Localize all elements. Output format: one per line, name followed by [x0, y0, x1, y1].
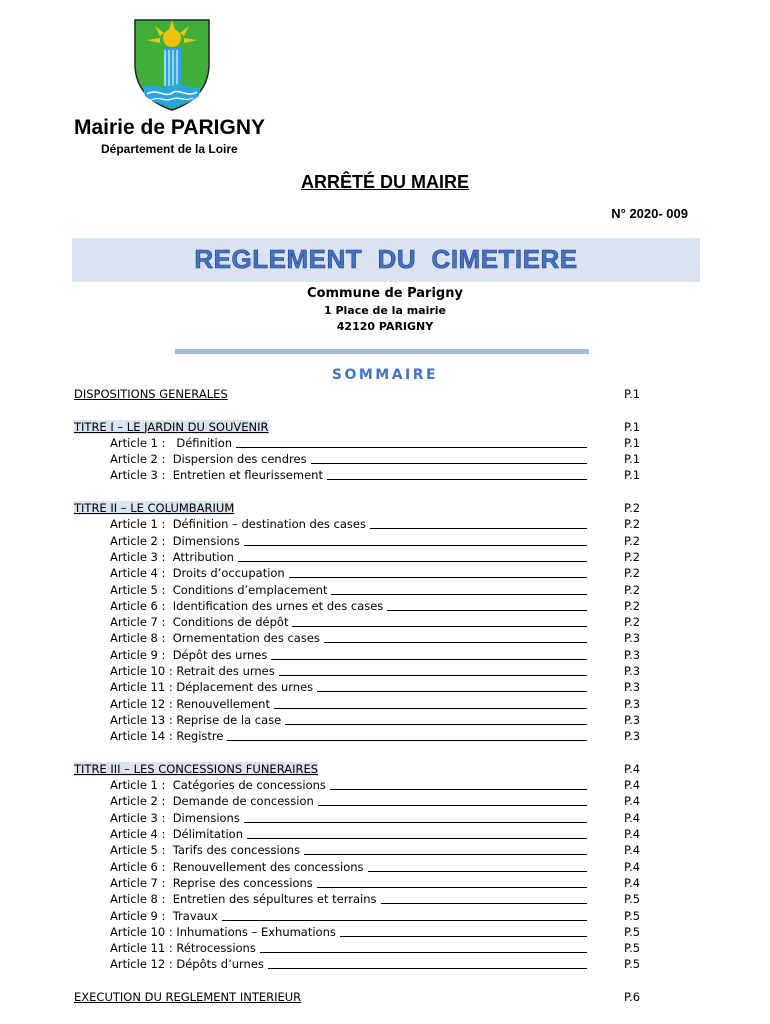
toc-article-label: Article 4 : Droits d’occupation — [110, 566, 285, 581]
toc-article-label: Article 11 : Rétrocessions — [110, 941, 256, 956]
toc-section[interactable] — [74, 761, 644, 777]
toc-page-number: P.4 — [624, 875, 641, 890]
toc-article[interactable] — [74, 614, 644, 630]
toc-article-label: Article 12 : Renouvellement — [110, 696, 270, 711]
toc-article[interactable] — [74, 842, 644, 858]
toc-article[interactable] — [74, 696, 644, 712]
toc-leader-line — [340, 924, 587, 937]
toc-article-label: Article 3 : Entretien et fleurissement — [110, 468, 323, 483]
toc-leader-line — [227, 728, 587, 741]
sommaire-heading: SOMMAIRE — [331, 367, 439, 383]
toc-leader-line — [317, 875, 587, 888]
toc-article[interactable] — [74, 663, 644, 679]
toc-article-label: Article 9 : Travaux — [110, 908, 218, 923]
toc-article[interactable] — [74, 565, 644, 581]
toc-article-label: Article 14 : Registre — [110, 729, 224, 744]
toc-article-label: Article 1 : Définition – destination des cases — [110, 517, 366, 532]
toc-leader-line — [318, 793, 587, 806]
commune-name: Commune de Parigny — [307, 286, 463, 301]
toc-leader-line — [238, 549, 587, 562]
document-title: REGLEMENT DU CIMETIERE — [194, 244, 578, 274]
toc-article[interactable] — [74, 435, 644, 451]
toc-article[interactable] — [74, 956, 644, 972]
toc-article-label: Article 6 : Identification des urnes et des cases — [110, 598, 384, 613]
toc-leader-line — [268, 956, 587, 969]
toc-article[interactable] — [74, 451, 644, 467]
divider — [175, 349, 589, 354]
toc-leader-line — [274, 696, 587, 709]
arrete-number: N° 2020- 009 — [611, 206, 688, 221]
mairie-name: Mairie de PARIGNY — [74, 116, 265, 139]
toc-page-number: P.4 — [624, 843, 641, 858]
toc-article[interactable] — [74, 467, 644, 483]
toc-leader-line — [331, 582, 587, 595]
toc-article[interactable] — [74, 777, 644, 793]
toc-leader-line — [317, 679, 587, 692]
toc-page-number: P.2 — [624, 517, 641, 532]
toc-page-number: P.3 — [624, 647, 641, 662]
toc-section-title: EXECUTION DU REGLEMENT INTERIEUR — [74, 989, 302, 1004]
toc-section[interactable] — [74, 386, 644, 402]
toc-page-number: P.4 — [624, 778, 641, 793]
toc-article[interactable] — [74, 891, 644, 907]
toc-page-number: P.3 — [624, 729, 641, 744]
toc-section-title: TITRE I – LE JARDIN DU SOUVENIR — [74, 419, 269, 434]
toc-article-label: Article 8 : Ornementation des cases — [110, 631, 320, 646]
toc-page-number: P.2 — [624, 501, 641, 516]
toc-article-label: Article 13 : Reprise de la case — [110, 712, 282, 727]
toc-article[interactable] — [74, 793, 644, 809]
toc-article[interactable] — [74, 679, 644, 695]
toc-page-number: P.4 — [624, 810, 641, 825]
toc-leader-line — [311, 451, 587, 464]
arrete-heading: ARRÊTÉ DU MAIRE — [300, 172, 469, 192]
toc-spacer — [74, 745, 644, 761]
address-street: 1 Place de la mairie — [323, 304, 447, 317]
toc-page-number: P.1 — [624, 468, 641, 483]
toc-page-number: P.5 — [624, 908, 641, 923]
toc-article[interactable] — [74, 908, 644, 924]
toc-article-label: Article 1 : Définition — [110, 435, 233, 450]
toc-page-number: P.4 — [624, 859, 641, 874]
table-of-contents — [74, 386, 644, 1005]
toc-leader-line — [304, 842, 587, 855]
toc-page-number: P.1 — [624, 435, 641, 450]
toc-article-label: Article 3 : Attribution — [110, 549, 234, 564]
toc-leader-line — [292, 614, 587, 627]
toc-article[interactable] — [74, 516, 644, 532]
toc-article-label: Article 12 : Dépôts d’urnes — [110, 957, 264, 972]
toc-leader-line — [279, 663, 587, 676]
toc-page-number: P.5 — [624, 941, 641, 956]
toc-section-title: TITRE II – LE COLUMBARIUM — [74, 501, 235, 516]
toc-page-number: P.4 — [624, 827, 641, 842]
toc-article-label: Article 10 : Retrait des urnes — [110, 664, 275, 679]
toc-article[interactable] — [74, 940, 644, 956]
toc-page-number: P.3 — [624, 631, 641, 646]
toc-section[interactable] — [74, 500, 644, 516]
toc-leader-line — [387, 598, 587, 611]
toc-article[interactable] — [74, 826, 644, 842]
toc-leader-line — [324, 630, 587, 643]
toc-section-title: TITRE III – LES CONCESSIONS FUNERAIRES — [74, 761, 319, 776]
toc-article[interactable] — [74, 598, 644, 614]
toc-article-label: Article 10 : Inhumations – Exhumations — [110, 924, 336, 939]
toc-article[interactable] — [74, 630, 644, 646]
departement-name: Département de la Loire — [101, 142, 238, 156]
toc-article-label: Article 2 : Dispersion des cendres — [110, 452, 307, 467]
toc-section-title: DISPOSITIONS GENERALES — [74, 387, 228, 401]
toc-section[interactable] — [74, 989, 644, 1005]
toc-leader-line — [222, 908, 587, 921]
toc-leader-line — [327, 467, 587, 480]
toc-page-number: P.2 — [624, 615, 641, 630]
toc-spacer — [74, 484, 644, 500]
toc-spacer — [74, 402, 644, 418]
toc-article-label: Article 5 : Tarifs des concessions — [110, 843, 301, 858]
toc-article[interactable] — [74, 533, 644, 549]
toc-article[interactable] — [74, 647, 644, 663]
toc-section[interactable] — [74, 419, 644, 435]
toc-leader-line — [271, 647, 587, 660]
toc-page-number: P.4 — [624, 761, 641, 776]
toc-article-label: Article 8 : Entretien des sépultures et terrains — [110, 892, 377, 907]
address-city: 42120 PARIGNY — [336, 320, 434, 333]
toc-page-number: P.1 — [624, 387, 641, 401]
toc-page-number: P.2 — [624, 533, 641, 548]
toc-page-number: P.6 — [624, 989, 641, 1004]
toc-leader-line — [285, 712, 587, 725]
toc-article-label: Article 9 : Dépôt des urnes — [110, 647, 268, 662]
toc-article-label: Article 7 : Reprise des concessions — [110, 875, 313, 890]
toc-page-number: P.3 — [624, 696, 641, 711]
toc-article[interactable] — [74, 712, 644, 728]
toc-article[interactable] — [74, 549, 644, 565]
toc-article-label: Article 5 : Conditions d’emplacement — [110, 582, 328, 597]
toc-page-number: P.2 — [624, 582, 641, 597]
toc-page-number: P.1 — [624, 452, 641, 467]
toc-article-label: Article 2 : Dimensions — [110, 533, 240, 548]
toc-article-label: Article 6 : Renouvellement des concessions — [110, 859, 364, 874]
toc-page-number: P.5 — [624, 957, 641, 972]
toc-leader-line — [368, 859, 587, 872]
toc-page-number: P.2 — [624, 598, 641, 613]
toc-spacer — [74, 973, 644, 989]
toc-page-number: P.3 — [624, 664, 641, 679]
toc-page-number: P.4 — [624, 794, 641, 809]
toc-page-number: P.5 — [624, 924, 641, 939]
toc-page-number: P.3 — [624, 680, 641, 695]
toc-article-label: Article 7 : Conditions de dépôt — [110, 615, 289, 630]
toc-article[interactable] — [74, 810, 644, 826]
toc-article[interactable] — [74, 924, 644, 940]
toc-page-number: P.3 — [624, 712, 641, 727]
toc-article-label: Article 2 : Demande de concession — [110, 794, 314, 809]
toc-leader-line — [370, 516, 587, 529]
toc-article-label: Article 3 : Dimensions — [110, 810, 240, 825]
toc-article[interactable] — [74, 728, 644, 744]
toc-leader-line — [260, 940, 587, 953]
toc-leader-line — [330, 777, 587, 790]
toc-leader-line — [236, 435, 587, 448]
toc-article[interactable] — [74, 582, 644, 598]
toc-leader-line — [289, 565, 587, 578]
toc-article-label: Article 11 : Déplacement des urnes — [110, 680, 314, 695]
toc-page-number: P.1 — [624, 419, 641, 434]
toc-leader-line — [381, 891, 587, 904]
toc-article-label: Article 1 : Catégories de concessions — [110, 778, 326, 793]
toc-page-number: P.5 — [624, 892, 641, 907]
toc-leader-line — [244, 810, 587, 823]
toc-article[interactable] — [74, 875, 644, 891]
toc-page-number: P.2 — [624, 549, 641, 564]
toc-leader-line — [247, 826, 587, 839]
toc-page-number: P.2 — [624, 566, 641, 581]
toc-article[interactable] — [74, 859, 644, 875]
commune-crest-logo — [133, 18, 211, 112]
toc-leader-line — [244, 533, 587, 546]
toc-article-label: Article 4 : Délimitation — [110, 827, 244, 842]
